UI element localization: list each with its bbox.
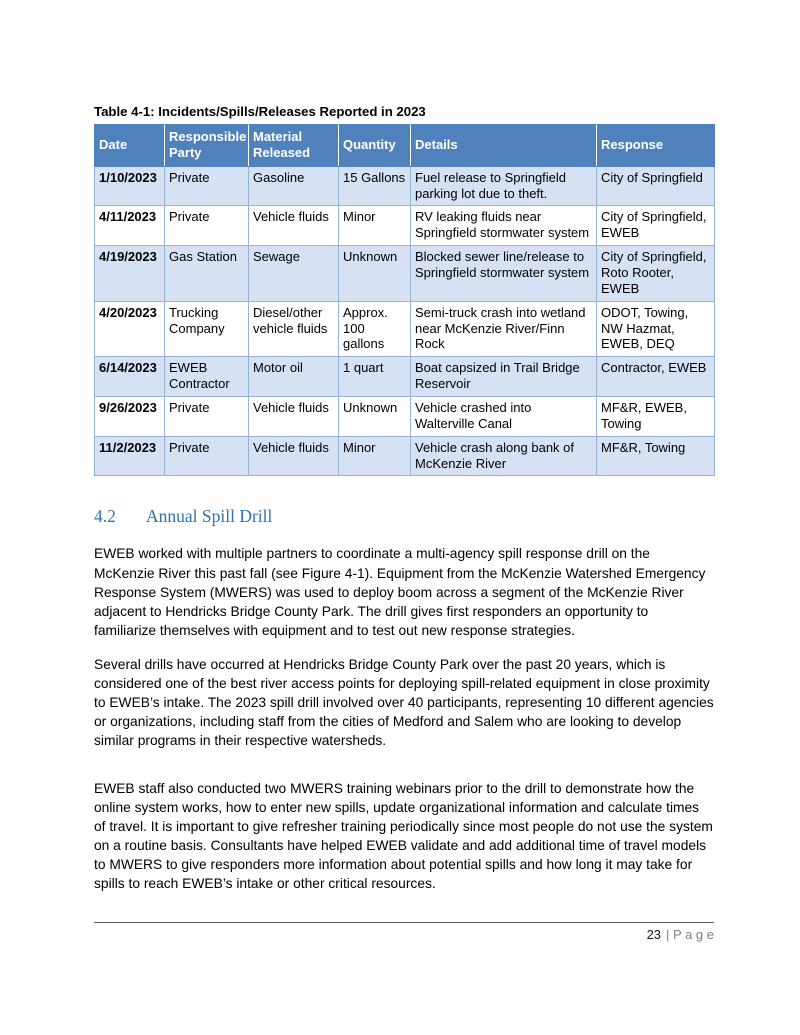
table-cell: Diesel/other vehicle fluids <box>249 301 339 357</box>
table-cell: Private <box>165 166 249 206</box>
table-row <box>95 397 715 437</box>
column-header-response: Response <box>597 125 715 167</box>
table-cell: Sewage <box>249 246 339 302</box>
body-paragraph: Several drills have occurred at Hendricks Bridge County Park over the past 20 years, which is considered one of the best river access points for deploying spill-related equipment in close proximity to EWEB’s intake. The 2023 spill drill involved over 40 participants, representing 10 different agencies or organizations, including staff from the cities of Medford and Salem who are looking to develop similar programs in their respective watersheds. <box>94 656 714 748</box>
header-row <box>95 125 715 167</box>
table-caption: Table 4-1: Incidents/Spills/Releases Reported in 2023 <box>94 104 426 119</box>
table-cell: Minor <box>339 206 411 246</box>
table-cell: Approx. 100 gallons <box>339 301 411 357</box>
section-heading <box>94 506 714 527</box>
table-cell: 9/26/2023 <box>95 397 165 437</box>
table-cell: City of Springfield, EWEB <box>597 206 715 246</box>
table-cell: Semi-truck crash into wetland near McKenzie River/Finn Rock <box>411 301 597 357</box>
table-cell: Vehicle crash along bank of McKenzie River <box>411 436 597 476</box>
table-header <box>95 125 715 167</box>
table-cell: Unknown <box>339 246 411 302</box>
table-cell: Unknown <box>339 397 411 437</box>
table-cell: 4/20/2023 <box>95 301 165 357</box>
column-header-quantity: Quantity <box>339 125 411 167</box>
table-cell: Contractor, EWEB <box>597 357 715 397</box>
table-cell: MF&R, Towing <box>597 436 715 476</box>
table-cell: Motor oil <box>249 357 339 397</box>
incident-table <box>94 124 715 476</box>
table-cell: City of Springfield <box>597 166 715 206</box>
body-paragraph: EWEB worked with multiple partners to coordinate a multi-agency spill response drill on the McKenzie River this past fall (see Figure 4-1). Equipment from the McKenzie Watershed Emergency Response System (MWERS) was used to deploy boom across a segment of the McKenzie River adjacent to Hendricks Bridge County Park. The drill gives first responders an opportunity to familiarize themselves with equipment and to test out new response strategies. <box>94 546 706 638</box>
table-cell: 1/10/2023 <box>95 166 165 206</box>
table-row <box>95 166 715 206</box>
table-cell: RV leaking fluids near Springfield stormwater system <box>411 206 597 246</box>
table-cell: 4/19/2023 <box>95 246 165 302</box>
table-cell: 1 quart <box>339 357 411 397</box>
table-cell: Blocked sewer line/release to Springfield stormwater system <box>411 246 597 302</box>
table-row <box>95 206 715 246</box>
table-cell: 4/11/2023 <box>95 206 165 246</box>
table-cell: City of Springfield, Roto Rooter, EWEB <box>597 246 715 302</box>
section-number: 4.2 <box>94 506 116 527</box>
table-row <box>95 357 715 397</box>
table-cell: ODOT, Towing, NW Hazmat, EWEB, DEQ <box>597 301 715 357</box>
column-header-details: Details <box>411 125 597 167</box>
table-cell: Minor <box>339 436 411 476</box>
table-cell: 11/2/2023 <box>95 436 165 476</box>
table-cell: Private <box>165 397 249 437</box>
table-cell: EWEB Contractor <box>165 357 249 397</box>
table-cell: Gas Station <box>165 246 249 302</box>
table-cell: Trucking Company <box>165 301 249 357</box>
column-header-date: Date <box>95 125 165 167</box>
table-cell: Vehicle fluids <box>249 206 339 246</box>
footer <box>94 922 714 942</box>
table-row <box>95 301 715 357</box>
table-cell: Vehicle fluids <box>249 436 339 476</box>
column-header-material-released: Material Released <box>249 125 339 167</box>
footer-page-label: | P a g e <box>666 927 714 942</box>
table-cell: Gasoline <box>249 166 339 206</box>
table-cell: 6/14/2023 <box>95 357 165 397</box>
page-number: 23 <box>646 927 662 942</box>
table-row <box>95 436 715 476</box>
table-cell: Fuel release to Springfield parking lot due to theft. <box>411 166 597 206</box>
table-cell: Private <box>165 436 249 476</box>
table-cell: 15 Gallons <box>339 166 411 206</box>
table-cell: Boat capsized in Trail Bridge Reservoir <box>411 357 597 397</box>
table-row <box>95 246 715 302</box>
column-header-responsible-party: Responsible Party <box>165 125 249 167</box>
table-cell: Vehicle crashed into Walterville Canal <box>411 397 597 437</box>
table-cell: MF&R, EWEB, Towing <box>597 397 715 437</box>
body-paragraph: EWEB staff also conducted two MWERS training webinars prior to the drill to demonstrate how the online system works, how to enter new spills, update organizational information and calculate times of travel. It is important to give refresher training periodically since most people do not use the system on a routine basis. Consultants have helped EWEB validate and add additional time of travel models to MWERS to give responders more information about potential spills and how long it may take for spills to reach EWEB’s intake or other critical resources. <box>94 780 713 891</box>
table-cell: Private <box>165 206 249 246</box>
section-title: Annual Spill Drill <box>146 506 273 527</box>
table-cell: Vehicle fluids <box>249 397 339 437</box>
incident-table-body <box>95 166 715 476</box>
